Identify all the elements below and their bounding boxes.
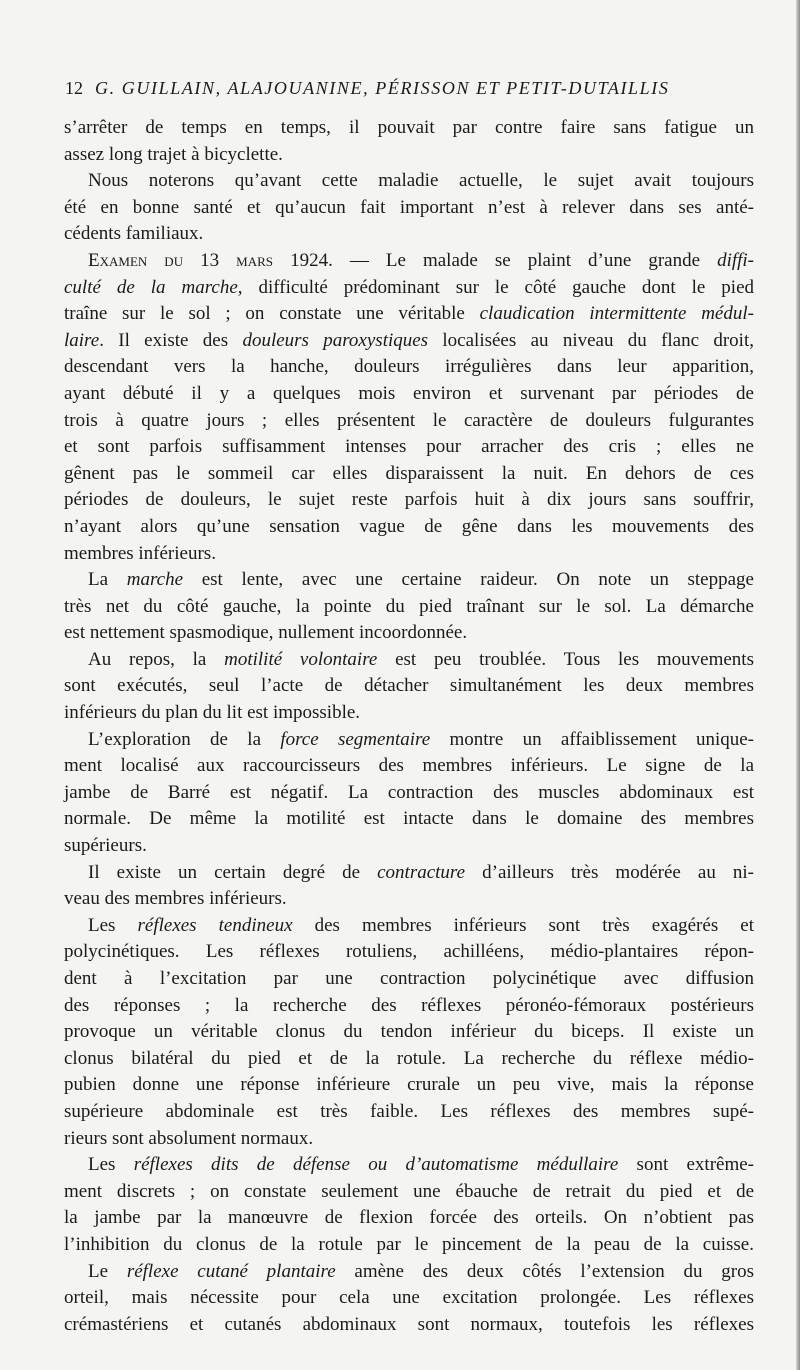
italic-term: claudication intermittente médul- xyxy=(479,303,754,325)
text-line xyxy=(64,1099,754,1126)
text-run: périodes de douleurs, le sujet reste parfois huit à dix jours sans souffrir, xyxy=(64,489,754,511)
text-run: amène des deux côtés l’extension du gros xyxy=(335,1260,755,1282)
text-run: . Il existe des xyxy=(99,329,243,351)
text-line xyxy=(64,301,754,328)
text-run: été en bonne santé et qu’aucun fait important n’est à relever dans ses anté- xyxy=(64,196,754,218)
text-run: ment localisé aux raccourcisseurs des membres inférieurs. Le signe de la xyxy=(64,755,754,777)
text-line xyxy=(64,115,754,142)
italic-term: diffi- xyxy=(717,249,755,271)
text-line xyxy=(64,780,754,807)
text-run: des réponses ; la recherche des réflexes péronéo-fémoraux postérieurs xyxy=(64,994,754,1016)
italic-term: force segmentaire xyxy=(280,728,431,750)
text-line xyxy=(64,1205,754,1232)
text-run: des membres inférieurs sont très exagérés et xyxy=(292,914,754,936)
text-run: jambe de Barré est négatif. La contraction des muscles abdominaux est xyxy=(64,781,754,803)
text-run: inférieurs du plan du lit est impossible. xyxy=(64,702,361,724)
text-line xyxy=(64,168,754,195)
text-run: très net du côté gauche, la pointe du pied traînant sur le sol. La démarche xyxy=(64,595,754,617)
text-run: rieurs sont absolument normaux. xyxy=(64,1127,314,1149)
text-line xyxy=(64,487,754,514)
italic-term: douleurs paroxystiques xyxy=(242,329,429,351)
text-run: pubien donne une réponse inférieure crurale un peu vive, mais la réponse xyxy=(64,1074,754,1096)
text-run: supérieurs. xyxy=(64,835,147,857)
text-run: Les xyxy=(88,914,138,936)
text-line xyxy=(64,886,754,913)
text-run: sont exécutés, seul l’acte de détacher simultanément les deux membres xyxy=(64,675,754,697)
text-run: sont extrême- xyxy=(618,1154,754,1176)
text-run: Le xyxy=(88,1260,127,1282)
text-run: La xyxy=(88,569,127,591)
running-title: G. GUILLAIN, ALAJOUANINE, PÉRISSON ET PETIT-DUTAILLIS xyxy=(95,78,670,98)
text-run: localisées au niveau du flanc droit, xyxy=(428,329,754,351)
text-line xyxy=(64,195,754,222)
text-line xyxy=(64,993,754,1020)
italic-term: réflexe cutané plantaire xyxy=(126,1260,336,1282)
text-line xyxy=(64,142,754,169)
italic-term: réflexes dits de défense ou d’automatisme médullaire xyxy=(133,1154,619,1176)
text-run: l’inhibition du clonus de la rotule par le pincement de la peau de la cuisse. xyxy=(64,1233,754,1255)
text-run: 13 xyxy=(183,249,237,271)
text-run: ayant débuté il y a quelques mois environ et survenant par périodes de xyxy=(64,382,754,404)
text-run: s’arrêter de temps en temps, il pouvait par contre faire sans fatigue un xyxy=(64,117,754,138)
text-line xyxy=(64,221,754,248)
text-run: est nettement spasmodique, nullement incoordonnée. xyxy=(64,622,468,644)
italic-term: marche xyxy=(126,569,184,591)
text-line xyxy=(64,1152,754,1179)
text-line xyxy=(64,461,754,488)
text-run: normale. De même la motilité est intacte dans le domaine des membres xyxy=(64,808,754,830)
text-run: clonus bilatéral du pied et de la rotule. La recherche du réflexe médio- xyxy=(64,1047,754,1069)
text-run: traîne sur le sol ; on constate une véritable xyxy=(64,303,480,325)
text-run: membres inférieurs. xyxy=(64,542,216,564)
italic-term: réflexes tendineux xyxy=(137,914,293,936)
text-run: 1924. — Le malade se plaint d’une grande xyxy=(273,249,718,271)
text-line xyxy=(64,1259,754,1286)
text-run: Au repos, la xyxy=(88,648,225,670)
text-run: , difficulté prédominant sur le côté gauche dont le pied xyxy=(237,276,754,298)
text-run: cédents familiaux. xyxy=(64,223,204,245)
text-line xyxy=(64,620,754,647)
text-line xyxy=(64,673,754,700)
text-line xyxy=(64,966,754,993)
text-line xyxy=(64,567,754,594)
text-line xyxy=(64,1072,754,1099)
small-caps-text: Examen du xyxy=(88,249,184,271)
text-run: veau des membres inférieurs. xyxy=(64,888,287,910)
text-run: descendant vers la hanche, douleurs irrégulières dans leur apparition, xyxy=(64,356,754,378)
text-line xyxy=(64,860,754,887)
text-line xyxy=(64,1179,754,1206)
page-edge-shadow xyxy=(796,0,800,1370)
text-run: Les xyxy=(88,1154,134,1176)
text-line xyxy=(64,806,754,833)
text-line xyxy=(64,1126,754,1153)
running-header xyxy=(65,78,735,99)
text-line xyxy=(64,1232,754,1259)
text-run: assez long trajet à bicyclette. xyxy=(64,143,283,165)
text-line xyxy=(64,700,754,727)
text-run: polycinétiques. Les réflexes rotuliens, achilléens, médio-plantaires répon- xyxy=(64,941,754,963)
text-line xyxy=(64,381,754,408)
text-line xyxy=(64,1019,754,1046)
text-line xyxy=(64,328,754,355)
text-line xyxy=(64,248,754,275)
text-line xyxy=(64,1046,754,1073)
text-line xyxy=(64,913,754,940)
text-run: Il existe un certain degré de xyxy=(88,861,378,883)
page-number: 12 xyxy=(65,78,83,98)
text-run: L’exploration de la xyxy=(88,728,281,750)
text-run: gênent pas le sommeil car elles disparaissent la nuit. En dehors de ces xyxy=(64,462,754,484)
text-run: n’ayant alors qu’une sensation vague de gêne dans les mouvements des xyxy=(64,515,754,537)
text-line xyxy=(64,541,754,568)
text-run: est peu troublée. Tous les mouvements xyxy=(377,648,754,670)
text-run: supérieure abdominale est très faible. Les réflexes des membres supé- xyxy=(64,1100,754,1122)
text-run: provoque un véritable clonus du tendon inférieur du biceps. Il existe un xyxy=(64,1021,754,1043)
text-line xyxy=(64,647,754,674)
text-line xyxy=(64,1312,754,1339)
text-line xyxy=(64,833,754,860)
text-line xyxy=(64,1285,754,1312)
italic-term: laire xyxy=(64,329,100,351)
text-run: Nous noterons qu’avant cette maladie actuelle, le sujet avait toujours xyxy=(88,170,754,192)
text-run: orteil, mais nécessite pour cela une excitation prolongée. Les réflexes xyxy=(64,1287,754,1309)
text-run: et sont parfois suffisamment intenses pour arracher des cris ; elles ne xyxy=(64,436,754,458)
text-line xyxy=(64,514,754,541)
text-run: d’ailleurs très modérée au ni- xyxy=(465,861,754,883)
body-text xyxy=(64,115,754,1338)
italic-term: motilité volontaire xyxy=(224,648,378,670)
text-run: la jambe par la manœuvre de flexion forcée des orteils. On n’obtient pas xyxy=(64,1207,754,1229)
italic-term: culté de la marche xyxy=(64,276,238,298)
text-line xyxy=(64,275,754,302)
text-line xyxy=(64,594,754,621)
text-line xyxy=(64,408,754,435)
small-caps-text: mars xyxy=(236,249,274,271)
text-line xyxy=(64,939,754,966)
text-line xyxy=(64,753,754,780)
text-run: montre un affaiblissement unique- xyxy=(430,728,754,750)
text-run: ment discrets ; on constate seulement une ébauche de retrait du pied et de xyxy=(64,1180,754,1202)
text-run: est lente, avec une certaine raideur. On note un steppage xyxy=(183,569,754,591)
text-line xyxy=(64,354,754,381)
text-run: dent à l’excitation par une contraction polycinétique avec diffusion xyxy=(64,968,754,989)
text-line xyxy=(64,727,754,754)
italic-term: contracture xyxy=(377,861,466,883)
text-run: crémastériens et cutanés abdominaux sont normaux, toutefois les réflexes xyxy=(64,1313,754,1335)
text-run: trois à quatre jours ; elles présentent le caractère de douleurs fulgurantes xyxy=(64,409,754,431)
text-line xyxy=(64,434,754,461)
